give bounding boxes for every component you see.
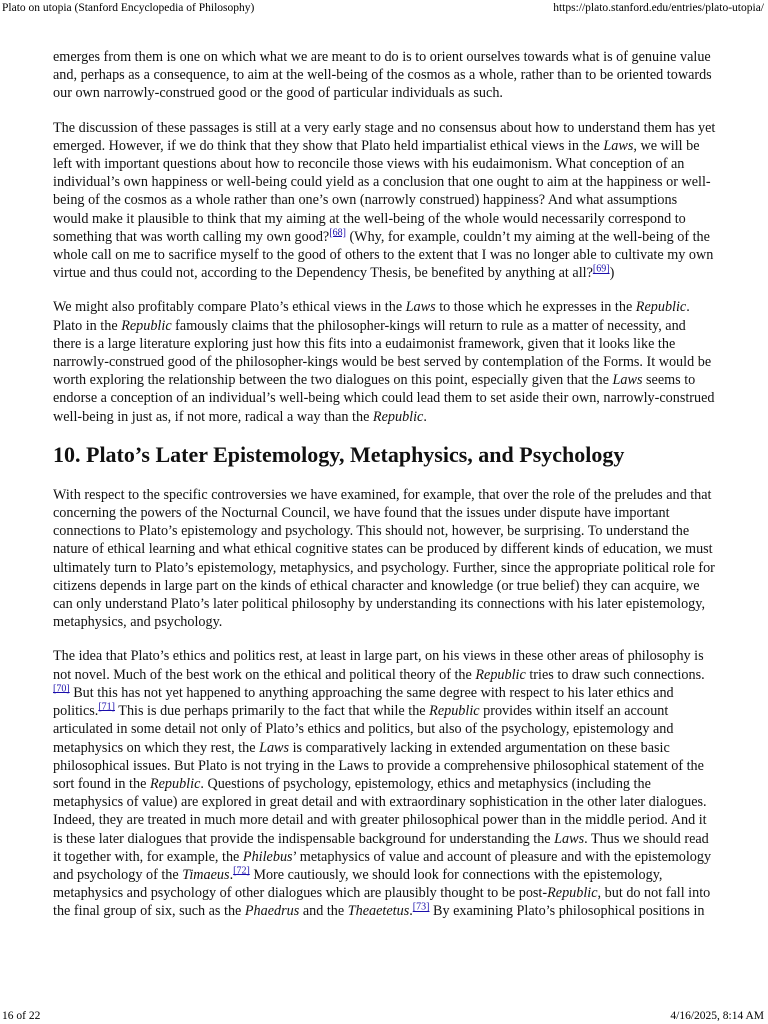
footnote-link-71[interactable]: [71] xyxy=(98,701,115,713)
page-url: https://plato.stanford.edu/entries/plato-utopia/ xyxy=(553,2,764,14)
article-content xyxy=(53,48,716,937)
footnote-link-68[interactable]: [68] xyxy=(329,227,346,239)
paragraph: With respect to the specific controversies we have examined, for example, that over the role of the preludes and that concerning the powers of the Nocturnal Council, we have found that the issues under dispute have important connections to Plato’s epistemology and psychology. This should not, however, be surprising. To understand the nature of ethical learning and what ethical cognitive states can be produced by different kinds of education, we must ultimately turn to Plato’s epistemology, metaphysics, and psychology. Further, since the appropriate political role for citizens depends in large part on the kinds of ethical character and knowledge (or true belief) they can acquire, we can only understand Plato’s later political philosophy by understanding its connections with his later epistemology, metaphysics, and psychology. xyxy=(53,486,715,631)
footnote-link-72[interactable]: [72] xyxy=(233,865,250,877)
print-footer xyxy=(0,1008,768,1024)
paragraph: emerges from them is one on which what we are meant to do is to orient ourselves towards what is of genuine value and, perhaps as a consequence, to aim at the well-being of the cosmos as a whole, rather than to be oriented towards our own narrowly-construed good or the good of particular individuals as such. xyxy=(53,49,712,102)
paragraph: We might also profitably compare Plato’s ethical views in the Laws to those which he expresses in the Republic. Plato in the Republic famously claims that the philosopher-kings will return to rule as a matter of necessity, and there is a large literature exploring just how this fits into a eudaimonist framework, given that it looks like the narrowly-construed good of the philosopher-kings would be best served by contemplation of the Forms. It would be worth exploring the relationship between the two dialogues on this point, especially given that the Laws seems to endorse a conception of an individual’s well-being which could lead them to set aside their own, narrowly-construed well-being in just as, if not more, radical a way than the Republic. xyxy=(53,299,715,425)
section-heading: 10. Plato’s Later Epistemology, Metaphysics, and Psychology xyxy=(53,441,625,467)
footnote-link-73[interactable]: [73] xyxy=(412,901,430,913)
print-header xyxy=(0,0,768,16)
paragraph: The discussion of these passages is still at a very early stage and no consensus about how to understand them has yet emerged. However, if we do think that they show that Plato held impartialist ethical views in the Laws, we will be left with important questions about how to reconcile those views with his eudaimonism. What conception of an individual’s own happiness or well-being could yield as a conclusion that one ought to aim at the happiness or well-being of the cosmos as a whole rather than one’s own (narrowly construed) happiness? And what assumptions would make it plausible to think that my aiming at the well-being of the whole would necessarily correspond to something that was worth calling my own good?[68] (Why, for example, couldn’t my aiming at the well-being of the whole call on me to sacrifice myself to the good of others to the extent that I was no longer able to cultivate my own virtue and thus could not, according to the Dependency Thesis, be benefited by anything at all?[69]) xyxy=(53,119,716,282)
page-number: 16 of 22 xyxy=(2,1010,41,1022)
print-timestamp: 4/16/2025, 8:14 AM xyxy=(670,1010,764,1022)
footnote-link-70[interactable]: [70] xyxy=(53,683,70,695)
page-title: Plato on utopia (Stanford Encyclopedia of Philosophy) xyxy=(2,2,255,14)
paragraph: The idea that Plato’s ethics and politics rest, at least in large part, on his views in these other areas of philosophy is not novel. Much of the best work on the ethical and political theory of the Republic tries to draw such connections.[70] But this has not yet happened to anything approaching the same degree with respect to his later ethics and politics.[71] This is due perhaps primarily to the fact that while the Republic provides within itself an account articulated in some detail not only of Plato’s ethics and politics, but also of the psychology, epistemology and metaphysics on which they rest, the Laws is comparatively lacking in extended argumentation on these basic philosophical issues. But Plato is not trying in the Laws to provide a comprehensive philosophical statement of the sort found in the Republic. Questions of psychology, epistemology, ethics and metaphysics (including the metaphysics of value) are explored in great detail and with extraordinary sophistication in the other later dialogues. Indeed, they are treated in much more detail and with greater philosophical power than in the middle period. And it is these later dialogues that provide the indispensable background for understanding the Laws. Thus we should read it together with, for example, the Philebus’ metaphysics of value and account of pleasure and with the epistemology and psychology of the Timaeus.[72] More cautiously, we should look for connections with the epistemology, metaphysics and psychology of other dialogues which are plausibly thought to be post-Republic, but do not fall into the final group of six, such as the Phaedrus and the Theaetetus.[73] By examining Plato’s philosophical positions in xyxy=(53,648,712,920)
footnote-link-69[interactable]: [69] xyxy=(592,263,610,275)
